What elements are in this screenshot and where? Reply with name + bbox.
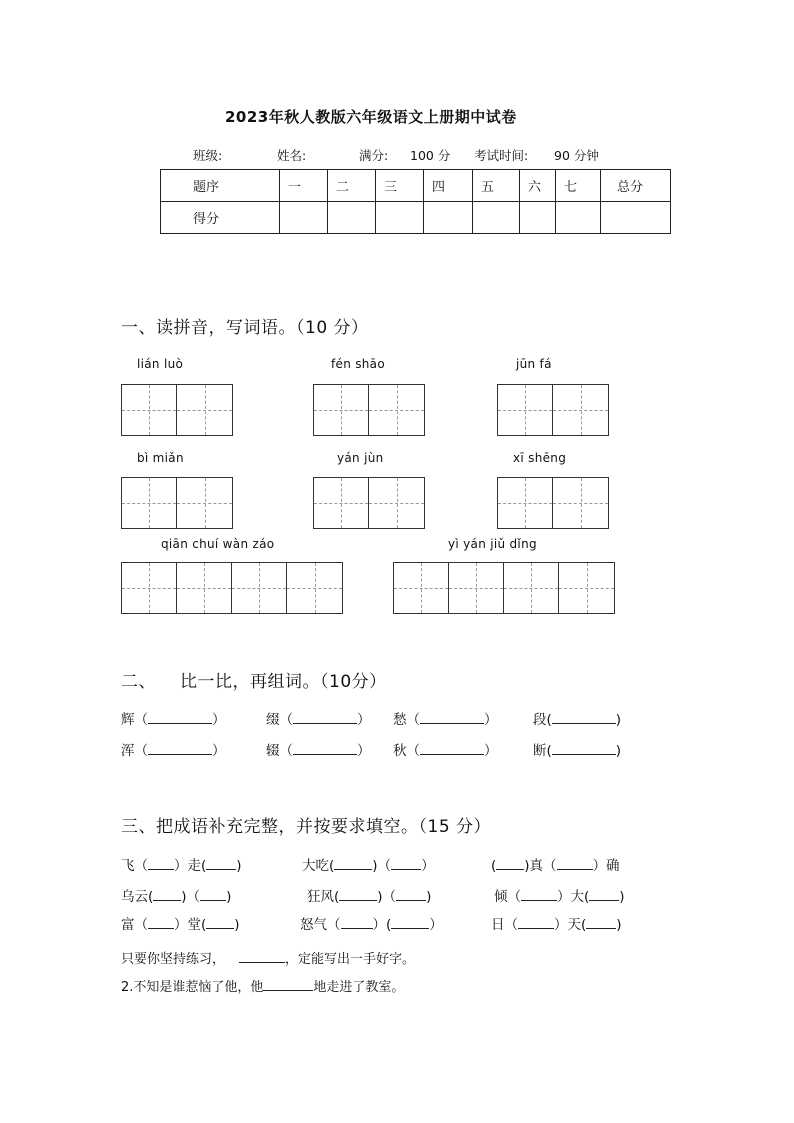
word-char-close: ） bbox=[212, 712, 226, 728]
idiom-text: 倾（ bbox=[494, 889, 521, 905]
idiom-blank[interactable] bbox=[496, 857, 524, 870]
answer-blank[interactable] bbox=[552, 711, 616, 724]
writing-grid[interactable] bbox=[497, 384, 609, 436]
idiom-blank[interactable] bbox=[589, 888, 619, 901]
pinyin-label: jūn fá bbox=[516, 357, 552, 371]
idiom-blank[interactable] bbox=[396, 888, 426, 901]
word-char: 辍（ bbox=[266, 743, 293, 759]
idiom-text: ） bbox=[429, 917, 443, 933]
score-table bbox=[160, 169, 671, 234]
word-char: 秋（ bbox=[393, 743, 420, 759]
idiom-blank[interactable] bbox=[148, 857, 174, 870]
idiom-text: ）堂( bbox=[174, 917, 207, 933]
score-input-cell[interactable] bbox=[556, 202, 601, 234]
full-score-label: 满分: bbox=[359, 148, 389, 163]
fill-sentence-2 bbox=[121, 976, 404, 995]
header-cell: 五 bbox=[473, 170, 520, 202]
idiom-blank[interactable] bbox=[518, 916, 554, 929]
fill-sentence-1 bbox=[121, 948, 415, 967]
sentence-blank[interactable] bbox=[239, 950, 285, 963]
idiom-item bbox=[302, 854, 435, 874]
idiom-text: )真（ bbox=[524, 858, 557, 874]
idiom-blank[interactable] bbox=[334, 857, 372, 870]
writing-grid[interactable] bbox=[393, 562, 615, 614]
word-char: 愁（ bbox=[393, 712, 420, 728]
idiom-text: ）大( bbox=[557, 889, 590, 905]
page-title: 2023年秋人教版六年级语文上册期中试卷 bbox=[225, 108, 517, 126]
idiom-item bbox=[491, 913, 622, 933]
word-char-close: ) bbox=[615, 712, 622, 728]
class-label: 班级: bbox=[193, 148, 223, 163]
time-label: 考试时间: bbox=[474, 148, 529, 163]
idiom-item bbox=[307, 885, 431, 905]
header-cell: 总分 bbox=[601, 170, 671, 202]
word-pair-row bbox=[266, 739, 371, 759]
writing-grid[interactable] bbox=[497, 477, 609, 529]
word-char: 缀（ bbox=[266, 712, 293, 728]
idiom-blank[interactable] bbox=[557, 857, 593, 870]
idiom-blank[interactable] bbox=[339, 888, 377, 901]
header-cell: 一 bbox=[280, 170, 328, 202]
word-char: 断( bbox=[533, 743, 552, 759]
idiom-blank[interactable] bbox=[586, 916, 616, 929]
section1-heading: 一、读拼音，写词语。（10 分） bbox=[121, 318, 369, 338]
idiom-blank[interactable] bbox=[200, 888, 226, 901]
word-char-close: ） bbox=[484, 712, 498, 728]
word-char-close: ） bbox=[484, 743, 498, 759]
idiom-text: ） bbox=[421, 858, 435, 874]
idiom-text: ）走( bbox=[174, 858, 207, 874]
idiom-text: 大吃( bbox=[302, 858, 335, 874]
score-input-cell[interactable] bbox=[280, 202, 328, 234]
answer-blank[interactable] bbox=[293, 711, 357, 724]
word-pair-row bbox=[533, 708, 621, 728]
header-cell: 二 bbox=[328, 170, 376, 202]
sentence-text: 2.不知是谁惹恼了他，他 bbox=[121, 980, 264, 995]
idiom-text: 狂风( bbox=[307, 889, 340, 905]
word-char-close: ） bbox=[357, 712, 371, 728]
header-cell: 七 bbox=[556, 170, 601, 202]
sentence-text: ，定能写出一手好字。 bbox=[285, 952, 416, 967]
idiom-text: )（ bbox=[372, 858, 392, 874]
idiom-text: )（ bbox=[181, 889, 201, 905]
answer-blank[interactable] bbox=[420, 742, 484, 755]
writing-grid[interactable] bbox=[121, 384, 233, 436]
time-value: 90 分钟 bbox=[554, 148, 599, 163]
idiom-blank[interactable] bbox=[153, 888, 181, 901]
score-input-cell[interactable] bbox=[520, 202, 556, 234]
answer-blank[interactable] bbox=[552, 742, 616, 755]
idiom-item bbox=[300, 913, 443, 933]
idiom-text: ）天( bbox=[554, 917, 587, 933]
word-char-close: ) bbox=[615, 743, 622, 759]
idiom-text: ) bbox=[619, 889, 625, 905]
word-pair-row bbox=[533, 739, 621, 759]
header-cell: 六 bbox=[520, 170, 556, 202]
idiom-text: ）确 bbox=[592, 858, 620, 874]
section3-heading: 三、把成语补充完整，并按要求填空。（15 分） bbox=[121, 817, 492, 837]
pinyin-label: bì miǎn bbox=[137, 451, 184, 465]
idiom-text: ) bbox=[616, 917, 622, 933]
answer-blank[interactable] bbox=[148, 742, 212, 755]
answer-blank[interactable] bbox=[148, 711, 212, 724]
word-char: 浑（ bbox=[121, 743, 148, 759]
idiom-text: ) bbox=[234, 917, 240, 933]
section2-heading-number: 二、 bbox=[121, 672, 156, 692]
word-char: 段( bbox=[533, 712, 552, 728]
word-char-close: ） bbox=[357, 743, 371, 759]
sentence-text: 地走进了教室。 bbox=[313, 980, 405, 995]
header-cell: 四 bbox=[424, 170, 473, 202]
pinyin-label: xī shēng bbox=[513, 451, 567, 465]
writing-grid[interactable] bbox=[313, 477, 425, 529]
pinyin-label: fén shāo bbox=[331, 357, 385, 371]
writing-grid[interactable] bbox=[121, 562, 343, 614]
writing-grid[interactable] bbox=[313, 384, 425, 436]
score-table-header-row bbox=[161, 170, 671, 202]
word-pair-row bbox=[393, 708, 498, 728]
idiom-blank[interactable] bbox=[341, 916, 373, 929]
pinyin-label: qiān chuí wàn záo bbox=[161, 537, 275, 551]
word-pair-row bbox=[121, 739, 226, 759]
row-label-cell: 得分 bbox=[161, 202, 280, 234]
header-cell: 题序 bbox=[161, 170, 280, 202]
idiom-item bbox=[494, 885, 625, 905]
idiom-text: ) bbox=[236, 858, 242, 874]
header-cell: 三 bbox=[376, 170, 424, 202]
score-input-cell[interactable] bbox=[601, 202, 671, 234]
idiom-item bbox=[491, 854, 620, 874]
idiom-blank[interactable] bbox=[206, 857, 236, 870]
idiom-text: ）( bbox=[372, 917, 392, 933]
pinyin-label: yán jùn bbox=[337, 451, 384, 465]
score-input-cell[interactable] bbox=[424, 202, 473, 234]
score-input-cell[interactable] bbox=[473, 202, 520, 234]
name-label: 姓名: bbox=[277, 148, 307, 163]
full-score-value: 100 分 bbox=[410, 148, 451, 163]
idiom-item bbox=[121, 885, 231, 905]
idiom-text: )（ bbox=[377, 889, 397, 905]
idiom-blank[interactable] bbox=[148, 916, 174, 929]
idiom-item bbox=[121, 913, 240, 933]
section2-heading: 比一比，再组词。（10分） bbox=[180, 672, 387, 692]
idiom-blank[interactable] bbox=[391, 916, 429, 929]
score-input-cell[interactable] bbox=[328, 202, 376, 234]
answer-blank[interactable] bbox=[420, 711, 484, 724]
sentence-text: 只要你坚持练习， bbox=[121, 952, 226, 967]
idiom-text: 怒气（ bbox=[300, 917, 341, 933]
idiom-blank[interactable] bbox=[206, 916, 234, 929]
idiom-item bbox=[121, 854, 242, 874]
word-char: 辉（ bbox=[121, 712, 148, 728]
idiom-text: 日（ bbox=[491, 917, 518, 933]
idiom-text: ) bbox=[426, 889, 432, 905]
pinyin-label: yì yán jiǔ dǐng bbox=[448, 537, 537, 551]
idiom-blank[interactable] bbox=[521, 888, 557, 901]
idiom-text: 富（ bbox=[121, 917, 148, 933]
idiom-text: 乌云( bbox=[121, 889, 154, 905]
idiom-blank[interactable] bbox=[391, 857, 421, 870]
writing-grid[interactable] bbox=[121, 477, 233, 529]
word-pair-row bbox=[266, 708, 371, 728]
word-pair-row bbox=[121, 708, 226, 728]
answer-blank[interactable] bbox=[293, 742, 357, 755]
score-table-score-row bbox=[161, 202, 671, 234]
sentence-blank[interactable] bbox=[263, 978, 313, 991]
idiom-text: 飞（ bbox=[121, 858, 148, 874]
pinyin-label: lián luò bbox=[137, 357, 184, 371]
word-pair-row bbox=[393, 739, 498, 759]
idiom-text: ( bbox=[491, 858, 497, 874]
idiom-text: ) bbox=[226, 889, 232, 905]
score-input-cell[interactable] bbox=[376, 202, 424, 234]
word-char-close: ） bbox=[212, 743, 226, 759]
